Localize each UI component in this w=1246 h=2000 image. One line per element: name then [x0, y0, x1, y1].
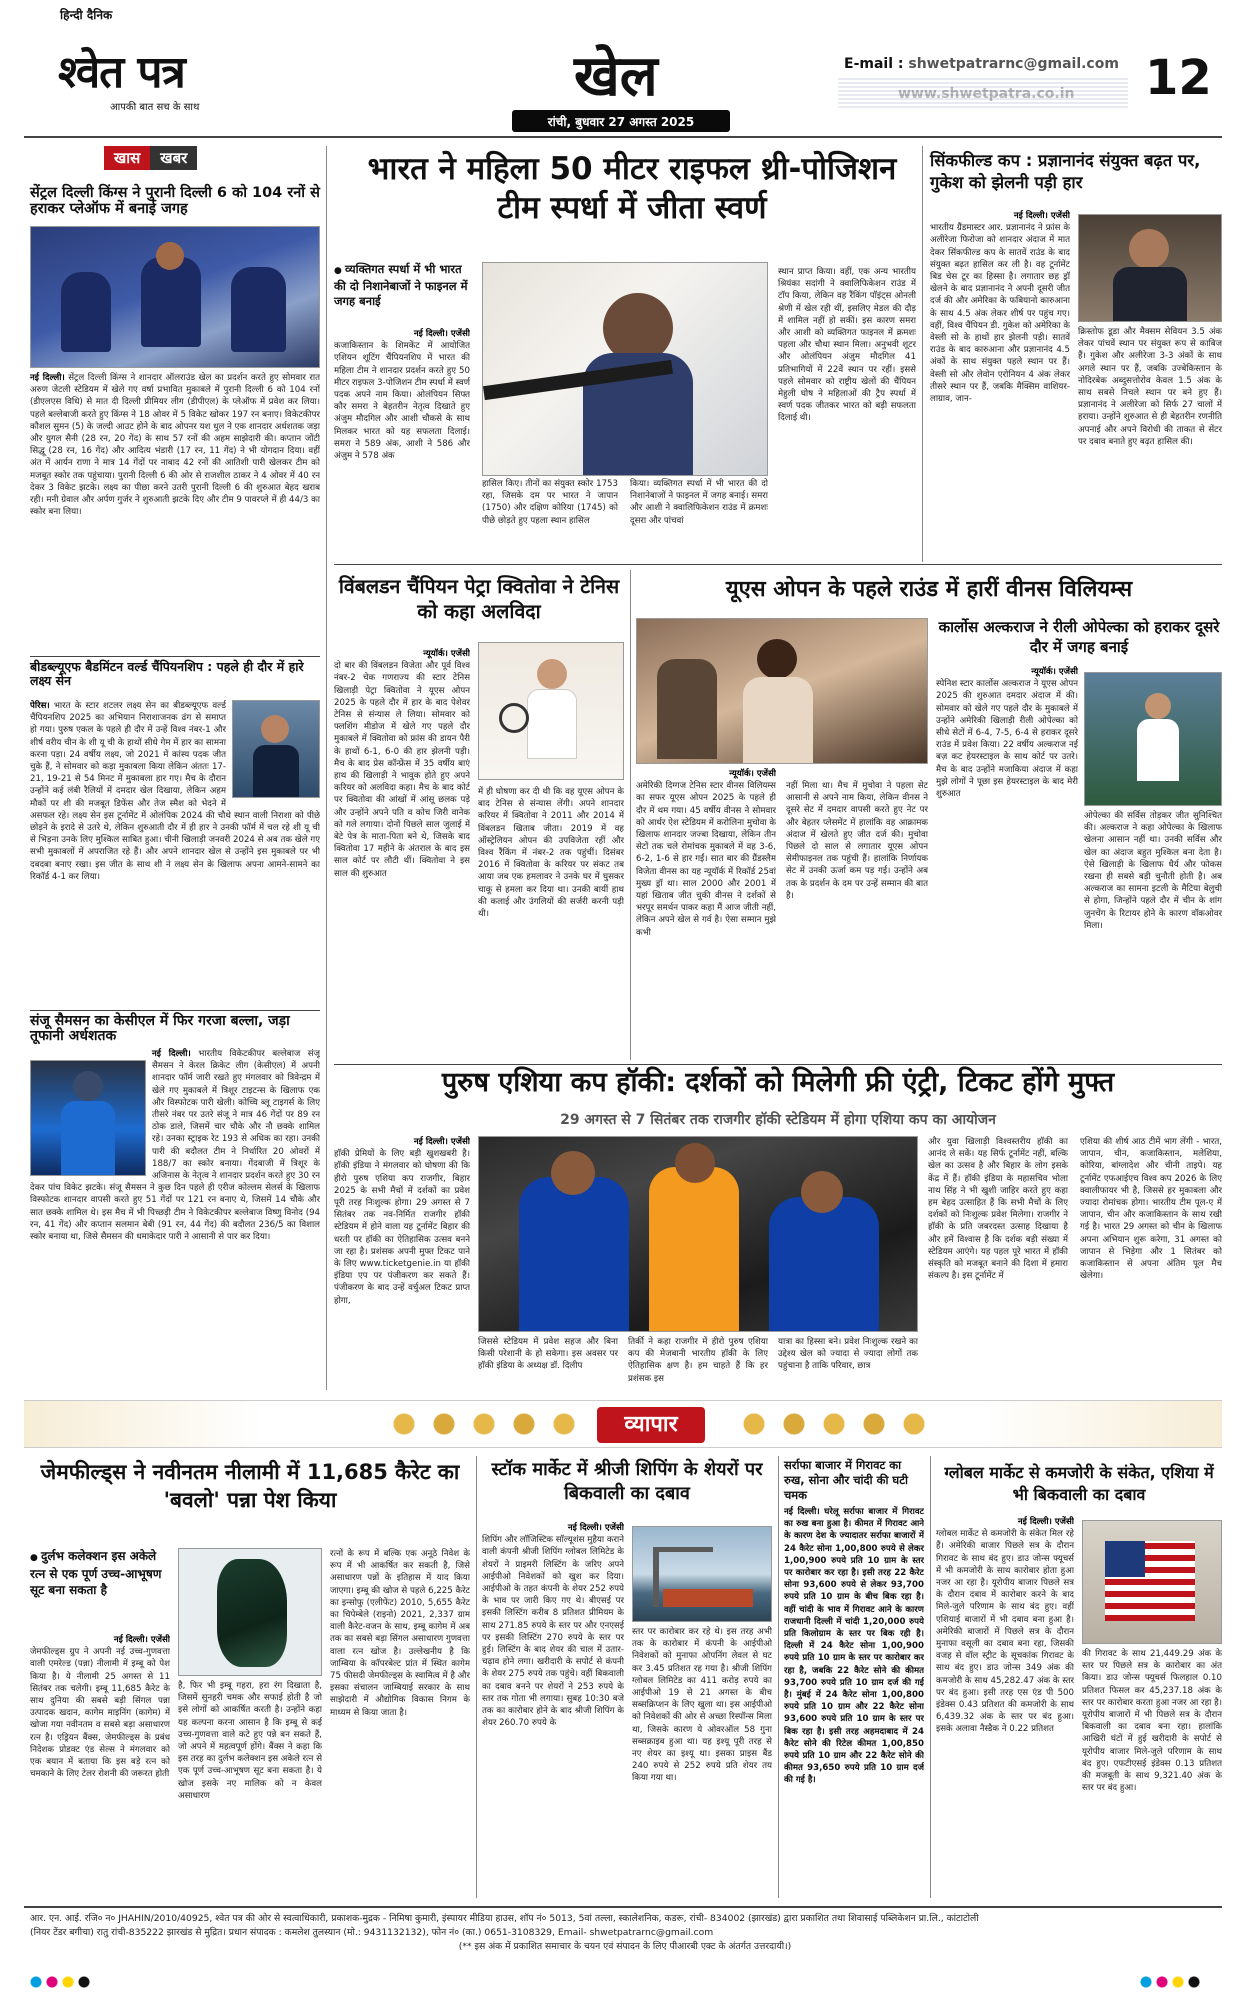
coin-decor-left [384, 1407, 584, 1441]
gold-body [784, 1506, 924, 1898]
hockey-subhead: 29 अगस्त से 7 सितंबर तक राजगीर हॉकी स्टेडियम में होगा एशिया कप का आयोजन [560, 1112, 996, 1128]
gemfields-dateline: नई दिल्ली। एजेंसी [113, 1635, 170, 1645]
hockey-text-6: एशिया की शीर्ष आठ टीमें भाग लेंगी - भारत, जापान, चीन, कजाकिस्तान, मलेशिया, कोरिया, बांग्लादेश और चीनी ताइपे। यह टूर्नामेंट एफआईएच विश्व कप 2026 के लिए क्वालीफायर भी है, जिससे हर मुकाबला और ज्यादा रोमांचक होगा। भारतीय टीम पूल-ए में जापान, चीन और कजाकिस्तान के साथ रखी गई है। भारत 29 अगस्त को चीन के खिलाफ अपना अभियान शुरू करेगा, 31 अगस्त को जापान से भिड़ेगा और 1 सितंबर को कजाकिस्तान से अपना अंतिम पूल मैच खेलेगा। [1080, 1137, 1222, 1282]
gemfields-text-2: है, फिर भी इम्बू गहरा, हरा रंग दिखाता है, जिसमें सुनहरी चमक और सफाई होती है जो इसे लोगों को आकर्षित करती है। उन्होंने कहा यह कल्पना करना आसान है कि इम्बू से कई उच्च-गुणवत्ता वाले कटे हुए पन्ने बन सकते हैं, जो अपने में महत्वपूर्ण होंगे। बैंक्स ने कहा कि इस तरह का दुर्लभ कलेक्शन इस अकेले रत्न से एक पूर्ण उच्च-आभूषण सूट बना सकता है। ये खोज इसके नए मालिक को न केवल असाधारण [178, 1681, 322, 1801]
cricket-team-photo [30, 226, 320, 368]
kvitova-dateline: न्यूयॉर्क। एजेंसी [423, 649, 470, 659]
gold-headline: सर्राफा बाजार में गिरावट का रुख, सोना और चांदी की घटी चमक [784, 1458, 908, 1502]
delhi-kings-dateline: नई दिल्ली। [30, 373, 65, 383]
shreeji-text-1: शिपिंग और लॉजिस्टिक सॉल्यूशंस मुहैया कराने वाली कंपनी श्रीजी शिपिंग ग्लोबल लिमिटेड के शेयरों ने प्राइमरी लिस्टिंग के जरिए अपने आईपीओ निवेशकों को खुश कर दिया। आईपीओ के तहत कंपनी के शेयर 252 रुपये के भाव पर जारी किए गए थे। बीएसई पर इसकी लिस्टिंग करीब 8 प्रतिशत प्रीमियम के साथ 271.85 रुपये के स्तर पर और एनएसई पर इसकी लिस्टिंग 270 रुपये के स्तर पर हुई। लिस्टिंग के बाद शेयर की चाल में उतार-चढ़ाव होने लगा। खरीदारी के सपोर्ट से कंपनी के शेयर 275 रुपये तक पहुंचे। वहीं बिकवाली का दबाव बनने पर शेयरों ने 253 रुपये के स्तर तक गोता भी लगाया। सुबह 10:30 बजे तक का कारोबार होने के बाद श्रीजी शिपिंग के शेयर 260.70 रुपये के [482, 1535, 624, 1729]
rifle-body-3 [630, 478, 768, 558]
global-text-1: ग्लोबल मार्केट से कमजोरी के संकेत मिल रहे हैं। अमेरिकी बाजार पिछले सत्र के दौरान गिरावट के साथ बंद हुए। डाउ जोन्स फ्यूचर्स में भी कमजोरी के साथ कारोबार होता हुआ नजर आ रहा है। यूरोपीय बाजार पिछले सत्र के दौरान दबाव में कारोबार करने के बाद मिले-जुले परिणाम के साथ बंद हुए। वहीं एशियाई बाजारों में भी दबाव बना हुआ है। अमेरिकी बाजारों में पिछले सत्र के दौरान मुनाफा वसूली का दबाव बना रहा, जिसकी वजह से वॉल स्ट्रीट के सूचकांक गिरावट के साथ बंद हुए। डाउ जोन्स 349 अंक की कमजोरी के साथ 45,282.47 अंक के स्तर पर बंद हुआ। इसी तरह एस एंड पी 500 इंडेक्स 0.43 प्रतिशत की कमजोरी के साथ 6,439.32 अंक के स्तर पर बंद हुआ। इसके अलावा नैस्डैक ने 0.22 प्रतिशत [936, 1529, 1074, 1735]
kvitova-text-1: दो बार की विंबलडन विजेता और पूर्व विश्व नंबर-2 चेक गणराज्य की स्टार टेनिस खिलाड़ी पेट्रा क्वितोवा ने यूएस ओपन 2025 के पहले दौर में हार के बाद पेशेवर टेनिस से संन्यास ले लिया। सोमवार को फ्लशिंग मीडोज में खेले गए पहले दौर मुकाबले में क्वितोवा को फ्रांस की डायन पैरी के हाथों 6-1, 6-0 की हार झेलनी पड़ी। मैच के बाद प्रेस कॉन्फ्रेंस में 35 वर्षीय बाएं हाथ की खिलाड़ी ने भावुक होते हुए अपने करियर को अलविदा कहा। मैच के बाद कोर्ट पर क्वितोवा की आंखों में आंसू छलक पड़े और उन्होंने अपने पति व कोच जिरी वानेक को गले लगाया। दोनों पिछले साल जुलाई में बेटे पेत्र के माता-पिता बने थे, जिसके बाद क्वितोवा 17 महीने के अंतराल के बाद इस साल कोर्ट पर लौटी थीं। क्वितोवा ने इस साल की शुरुआत [334, 661, 470, 879]
rifle-headline: भारत ने महिला 50 मीटर राइफल थ्री-पोजिशन टीम स्पर्धा में जीता स्वर्ण [367, 151, 897, 226]
column-divider-biz-2 [778, 1456, 779, 1898]
lakshya-body [30, 700, 320, 1006]
paper-title: श्वेत पत्र [58, 47, 185, 98]
delhi-kings-text: सेंट्रल दिल्ली किंग्स ने शानदार ऑलराउंड खेल का प्रदर्शन करते हुए सोमवार रात अरुण जेटली स्टेडियम में खेले गए वर्षा प्रभावित मुकाबले में पुरानी दिल्ली 6 को 104 रनों (डीएलएस विधि) से मात दी दिल्ली प्रीमियर लीग (डीपीएल) के प्लेऑफ में प्रवेश कर लिया। पहले बल्लेबाजी करते हुए किंग्स ने 18 ओवर में 5 विकेट खोकर 197 रन बनाए। विकेटकीपर कौशल सुमन (5) के जल्दी आउट होने के बाद ओपनर यश धुल ने एक शानदार अर्धशतक जड़ा और युगल सैनी (28 रन, 20 गेंद) के साथ 57 रनों की अहम साझेदारी की। कप्तान जोंटी सिद्धू (28 रन, 16 गेंद) और आदित्य भंडारी (17 रन, 11 गेंद) ने भी योगदान दिया। वहीं अंत में आर्यन राणा ने मात्र 14 गेंदों पर नाबाद 42 रनों की आतिशी पारी खेलकर टीम को मजबूत स्कोर तक पहुंचाया। पुरानी दिल्ली 6 की ओर से राजशील ठाकर ने 4 ओवर में 40 रन देकर 3 विकेट झटके। लक्ष्य का पीछा करने उतरी पुरानी दिल्ली 6 की शुरुआत बेहद खराब रही। मनी ग्रेवाल और अर्पण गुर्जर ने शुरुआती झटके दिए और टीम 9 पावरप्ले में ही 44/3 का स्कोर बना लिया। [30, 373, 320, 518]
chess-headline: सिंकफील्ड कप : प्रज्ञानानंद संयुक्त बढ़त पर, गुकेश को झेलनी पड़ी हार [930, 151, 1201, 193]
gemfields-body-3 [330, 1548, 470, 1898]
hockey-text-2: जिससे स्टेडियम में प्रवेश सहज और बिना किसी परेशानी के हो सकेगा। इस अवसर पर हॉकी इंडिया के अध्यक्ष डॉ. दिलीप [478, 1337, 618, 1372]
global-headline: ग्लोबल मार्केट से कमजोरी के संकेत, एशिया में भी बिकवाली का दबाव [944, 1463, 1214, 1505]
chess-text-2: क्रिस्तोफ डूडा और मैक्सम सेवियन 3.5 अंक लेकर पांचवें स्थान पर संयुक्त रूप से काबिज हैं। गुकेश और अलीरेजा 3-3 अंकों के साथ अगले स्थान पर हैं, जबकि उज्बेकिस्तान के नोदिरबेक अब्दुसत्तोरोव केवल 1.5 अंक के साथ सबसे निचले स्थान पर बने हुए हैं। प्रज्ञानानंद ने अलीरेजा को सिर्फ 27 चालों में हराया। उन्होंने शुरुआत से ही बेहतरीन रणनीति अपनाई और अपने विरोधी की ताकत से सेंटर पर दबाव बनाते हुए बढ़त हासिल की। [1078, 327, 1222, 447]
dateline: रांची, बुधवार 27 अगस्त 2025 [547, 115, 695, 129]
masthead [0, 0, 1246, 136]
shipping-port-photo [632, 1526, 772, 1622]
email-row [844, 56, 1119, 72]
tagline: आपकी बात सच के साथ [110, 102, 200, 113]
shreeji-text-2: स्तर पर कारोबार कर रहे थे। इस तरह अभी तक के कारोबार में कंपनी के आईपीओ निवेशकों को मुनाफा ओपनिंग लेवल से घट कर 3.45 प्रतिशत रह गया है। श्रीजी शिपिंग ग्लोबल लिमिटेड का 411 करोड़ रुपये का आईपीओ 19 से 21 अगस्त के बीच सब्सक्रिप्शन के लिए खुला था। इस आईपीओ को निवेशकों की ओर से अच्छा रिस्पॉन्स मिला था, जिसके कारण ये ओवरऑल 58 गुना सब्सक्राइब हुआ था। यह इश्यू पूरी तरह से नए शेयर का इश्यू था। इसका प्राइस बैंड 240 रुपये से 252 रुपये प्रति शेयर तय किया गया था। [632, 1627, 772, 1784]
column-divider-biz-3 [930, 1456, 931, 1898]
alcaraz-text-1: स्पेनिश स्टार कार्लोस अल्कराज ने यूएस ओपन 2025 की शुरुआत दमदार अंदाज में की। सोमवार को खेले गए पहले दौर के मुकाबले में उन्होंने अमेरिकी खिलाड़ी रीली ओपेल्का को सीधे सेटों में 6-4, 7-5, 6-4 से हराकर दूसरे राउंड में प्रवेश किया। 22 वर्षीय अल्कराज नई बज़ कट हेयरस्टाइल के साथ कोर्ट पर उतरे। मैच के बाद उन्होंने मजाकिया अंदाज में कहा मुझे लोगों ने पूछा इस हेयरस्टाइल के बाद मेरी शुरुआत [936, 679, 1078, 800]
shreeji-body-2 [632, 1626, 772, 1898]
gemfields-body-1 [30, 1634, 170, 1898]
us-flag-building-photo [1082, 1520, 1222, 1644]
rifle-text-3: किया। व्यक्तिगत स्पर्धा में भी भारत की दो निशानेबाजों ने फाइनल में जगह बनाई। समरा और आशी ने क्वालिफिकेशन राउंड में क्रमशः दूसरा और पांचवां [630, 479, 768, 526]
rifle-subhead-text: ● व्यक्तिगत स्पर्धा में भी भारत की दो निशानेबाजों ने फाइनल में जगह बनाई [334, 262, 467, 308]
hockey-body-4 [778, 1336, 918, 1390]
kvitova-text-2: में ही घोषणा कर दी थी कि वह यूएस ओपन के बाद टेनिस से संन्यास लेंगी। अपने शानदार करियर में क्वितोवा ने 2011 और 2014 में विंबलडन खिताब जीता। 2019 में वह ऑस्ट्रेलियन ओपन की उपविजेता रहीं और विश्व रैंकिंग में नंबर-2 तक पहुंचीं। दिसंबर 2016 में क्वितोवा के करियर पर संकट तब आया जब एक हमलावर ने उनके घर में घुसकर चाकू से हमला कर दिया था। उनकी बायीं हाथ की कलाई और उंगलियों की सर्जरी करनी पड़ी थी। [478, 787, 624, 920]
hockey-headline: पुरुष एशिया कप हॉकी: दर्शकों को मिलेगी फ्री एंट्री, टिकट होंगे मुफ्त [441, 1067, 1115, 1098]
kvitova-body-2 [478, 786, 624, 1058]
kvitova-headline: विंबलडन चैंपियन पेट्रा क्वितोवा ने टेनिस को कहा अलविदा [338, 575, 620, 624]
rifle-text-4: स्थान प्राप्त किया। वहीं, एक अन्य भारतीय श्रियंका सदांगी ने क्वालिफिकेशन राउंड में टॉप किया, लेकिन वह रैंकिंग पॉइंट्स ओनली श्रेणी में खेल रही थीं, इसलिए मेडल की दौड़ में शामिल नहीं हो सकीं। इस कारण समरा और आशी को व्यक्तिगत फाइनल में क्रमशः पहला और चौथा स्थान मिला। अनुभवी शूटर और ओलंपियन अंजुम मौदगिल 41 प्रतिभागियों में 22वें स्थान पर रहीं। इससे पहले सोमवार को राष्ट्रीय खेलों की चैंपियन मेहुली घोष ने महिलाओं की ट्रैप स्पर्धा में स्वर्ण पदक जीतकर भारत को बड़ी सफलता दिलाई थी। [778, 267, 916, 424]
hockey-body-1 [334, 1136, 470, 1390]
hockey-body-6 [1080, 1136, 1222, 1390]
gemfields-text-1: जेमफील्ड्स ग्रुप ने अपनी नई उच्च-गुणवत्ता वाली एमरेल्ड (पन्ना) नीलामी में इम्बू को पेश किया है। ये नीलामी 25 अगस्त से 11 सितंबर तक चलेगी। इम्बू 11,685 कैरेट के साथ दुनिया की सबसे बड़ी सिंगल पन्ना उत्पादक खदान, कागेम माइनिंग (कागेम) में खोजा गया नवीनतम व सबसे बड़ा असाधारण रत्न है। एड्रियन बैंक्स, जेमफील्ड्स के प्रबंध निदेशक प्रोडक्ट एंड सेल्स ने मंगलवार को एक बयान में बताया कि इस बड़े रत्न को चमकाने के लिए टेलर रोशनी की जरूरत होती [30, 1647, 170, 1780]
column-divider-chess [922, 146, 923, 562]
footer-line-2: (नियर टेंडर बगीचा) रातु रांची-835222 झारखंड से मुद्रित। प्रधान संपादक : कमलेश तुलस्यान (मो.: 9431132132), फोन नं० (का.) 0651-3108329, Email- shwetpatrarnc@gmail.com [30, 1927, 714, 1938]
chess-body-2 [1078, 326, 1222, 558]
gemfields-body-2 [178, 1680, 322, 1898]
venus-dateline: न्यूयॉर्क। एजेंसी [729, 769, 776, 779]
center-divider-2 [334, 1064, 1222, 1065]
samson-text: भारतीय विकेटकीपर बल्लेबाज संजू सैमसन ने केरल क्रिकेट लीग (केसीएल) में अपनी शानदार फॉर्म जारी रखते हुए मंगलवार को त्रिवेन्द्रम में खेले गए मुकाबले में त्रिशूर टाइटन्स के खिलाफ एक और विस्फोटक पारी खेली। कोच्चि ब्लू टाइगर्स के लिए तीसरे नंबर पर उतरे संजू ने मात्र 46 गेंदों पर 89 रन ठोक डाले, जिसमें चार चौके और नौ छक्के शामिल रहे। उनका स्ट्राइक रेट 193 से अधिक का रहा। उनकी पारी की बदौलत टीम ने निर्धारित 20 ओवरों में 188/7 का स्कोर बनाया। गेंदबाजी में त्रिशूर के अजिनास के नेतृत्व ने शानदार प्रदर्शन करते हुए 30 रन देकर पांच विकेट झटके। संजू सैमसन ने कुछ दिन पहले ही एरीज कोल्लम सेलर्स के खिलाफ विस्फोटक शानदार वापसी करते हुए 51 गेंदों पर 121 रन बनाए थे, जिसमें 14 चौके और सात छक्के शामिल थे। इस मैच में भी पिच्छड़ी टीम ने विकेटकीपर बल्लेबाज विष्णु विनोद (94 रन, 41 गेंद) और कप्तान सलमान बेबी (91 रन, 44 गेंद) की बदौलत 236/5 का विशाल स्कोर बनाया था, जिसे सैमसन की धमाकेदार पारी ने आसानी से पार कर दिया। [30, 1049, 320, 1243]
samson-dateline: नई दिल्ली। [152, 1049, 191, 1059]
masthead-small-label: हिन्दी दैनिक [60, 8, 113, 22]
stripe-decor [838, 78, 1128, 108]
gemfields-headline: जेमफील्ड्स ने नवीनतम नीलामी में 11,685 कैरेट का 'बवलो' पन्ना पेश किया [40, 1460, 460, 1513]
alcaraz-dateline: न्यूयॉर्क। एजेंसी [1031, 667, 1078, 677]
delhi-kings-headline: सेंट्रल दिल्ली किंग्स ने पुरानी दिल्ली 6 को 104 रनों से हराकर प्लेऑफ में बनाई जगह [30, 185, 320, 217]
footer-line-1: आर. एन. आई. रजि० न० JHAHIN/2010/40925, श्वेत पत्र की ओर से स्वत्वाधिकारी, प्रकाशक-मुद्रक - निमिषा कुमारी, इंस्पायर मीडिया हाउस, शॉप नं० 5013, 5वां तल्ला, स्कालेशनिक, कडरू, रांची- 834002 (झारखंड) द्वारा प्रकाशित तथा शिवासाई पब्लिकेशन प्रा.लि., कांटाटोली [30, 1913, 979, 1924]
chess-body-1 [930, 210, 1070, 558]
khas-khabar-tab [104, 146, 197, 170]
footer-line-3: (** इस अंक में प्रकाशित समाचार के चयन एवं संपादन के लिए पीआरबी एक्ट के अंतर्गत उत्तरदायी।) [458, 1941, 792, 1952]
gold-text: घरेलू सर्राफा बाजार में गिरावट का रुख बना हुआ है। कीमत में गिरावट आने के कारण देश के ज्यादातर सर्राफा बाजारों में 24 कैरेट सोना 1,00,800 रुपये से लेकर 1,00,900 रुपये प्रति 10 ग्राम के स्तर पर कारोबार कर रहा है। इसी तरह 22 कैरेट सोना 93,600 रुपये से लेकर 93,700 रुपये प्रति 10 ग्राम के बीच बिक रहा है। वहीं चांदी के भाव में गिरावट आने के कारण राजधानी दिल्ली में चांदी 1,20,000 रुपये प्रति किलोग्राम के स्तर पर बिक रही है। दिल्ली में 24 कैरेट सोना 1,00,900 रुपये प्रति 10 ग्राम के स्तर पर कारोबार कर रहा है, जबकि 22 कैरेट सोने की कीमत 93,700 रुपये प्रति 10 ग्राम दर्ज की गई है। मुंबई में 24 कैरेट सोना 1,00,800 रुपये प्रति 10 ग्राम और 22 कैरेट सोना 93,600 रुपये प्रति 10 ग्राम के स्तर पर बिक रहा है। इसी तरह अहमदाबाद में 24 कैरेट सोने की रिटेल कीमत 1,00,850 रुपये प्रति 10 ग्राम और 22 कैरेट सोने की कीमत 93,650 रुपये प्रति 10 ग्राम दर्ज की गई है। [784, 1507, 924, 1786]
gemfields-subhead [30, 1548, 170, 1598]
alcaraz-headline: कार्लोस अल्कराज ने रीली ओपेल्का को हराकर दूसरे दौर में जगह बनाई [938, 618, 1220, 656]
hockey-dateline: नई दिल्ली। एजेंसी [413, 1137, 470, 1147]
registration-marks-left [30, 1976, 130, 1988]
section-title: खेल [574, 44, 658, 109]
footer-imprint [30, 1912, 1220, 1954]
chess-dateline: नई दिल्ली। एजेंसी [1013, 211, 1070, 221]
rifle-text-1: कजाकिस्तान के शिमकेंट में आयोजित एशियन शूटिंग चैंपियनशिप में भारत की महिला टीम ने शानदार प्रदर्शन करते हुए 50 मीटर राइफल 3-पोजिशन टीम स्पर्धा में स्वर्ण पदक अपने नाम किया। ओलंपियन सिफ्त कौर समरा ने बेहतरीन नेतृत्व दिखाते हुए अंजुम मौदगिल और आशी चौकसे के साथ मिलकर भारत को यह सफलता दिलाई। समरा ने 589 अंक, आशी ने 586 और अंजुम ने 578 अंक [334, 341, 470, 462]
lakshya-text: भारत के स्टार शटलर लक्ष्य सेन का बीडब्ल्यूएफ वर्ल्ड चैंपियनशिप 2025 का अभियान निराशाजनक ढंग से समाप्त हो गया। पुरुष एकल के पहले ही दौर में उन्हें विश्व नंबर-1 और शीर्ष वरीय चीन के शी यू ची के हाथों सीधे गेम में हार का सामना करना पड़ा। 24 वर्षीय लक्ष्य, जो 2021 में कांस्य पदक जीत चुके हैं, ने सोमवार को कड़ा मुकाबला किया लेकिन अंततः 17-21, 19-21 से 54 मिनट में मुकाबला हार गए। मैच के दौरान उन्होंने कई लंबी रैलियों में दमदार खेल दिखाया, लेकिन अहम मौकों पर शी की मजबूत डिफेंस और तेज स्मैश को भेदने में असफल रहे। लक्ष्य सेन इस टूर्नामेंट में ओलंपिक 2024 की चौथे स्थान वाली निराशा को पीछे छोड़ने के इरादे से उतरे थे, लेकिन शुरुआती दौर में ही हार ने उनकी फॉर्म में चल रहे शी यू ची से भिड़ना उनके लिए मुश्किल साबित हुआ। चीनी खिलाड़ी जनवरी 2024 से अब तक खेले गए सभी मुकाबलों में अपराजित रहे हैं। और अपने शानदार खेल से उन्होंने इस मुकाबले पर भी दबदबा बनाए रखा। इस जीत के साथ शी ने लक्ष्य सेन के खिलाफ अपना आमने-सामने का रिकॉर्ड 4-1 कर लिया। [30, 701, 320, 882]
rifle-body-4 [778, 266, 916, 558]
hockey-text-4: यात्रा का हिस्सा बने। प्रवेश निःशुल्क रखने का उद्देश्य खेल को ज्यादा से ज्यादा लोगों तक पहुंचाना है ताकि परिवार, छात्र [778, 1337, 918, 1372]
shreeji-headline: स्टॉक मार्केट में श्रीजी शिपिंग के शेयरों पर बिकवाली का दबाव [491, 1459, 763, 1505]
alcaraz-body-1 [936, 666, 1078, 1058]
gemfields-subhead-text: ● दुर्लभ कलेक्शन इस अकेले रत्न से एक पूर्ण उच्च-आभूषण सूट बना सकता है [30, 1549, 161, 1597]
shooter-photo [482, 262, 768, 476]
rifle-body-1 [334, 328, 470, 558]
kvitova-photo [478, 642, 624, 780]
page-number: 12 [1145, 50, 1212, 106]
chess-text-1: भारतीय ग्रैंडमास्टर आर. प्रज्ञानानंद ने फ्रांस के अलीरेजा फिरोजा को शानदार अंदाज में मात देकर सिंकफील्ड कप के सातवें राउंड के बाद संयुक्त बढ़त हासिल कर ली है। वह टूर्नामेंट बिड चेस टूर का हिस्सा है। लगातार छह ड्रॉ खेलने के बाद प्रज्ञानानंद ने अपनी दूसरी जीत दर्ज की और अमेरिका के फबियानो कारुआना के साथ 4.5 अंक लेकर शीर्ष पर पहुंच गए। वहीं, विश्व चैंपियन डी. गुकेश को अमेरिका के वेस्ली सो के हाथों हार झेलनी पड़ी। सातवें राउंड के बाद कारुआना और प्रज्ञानानंद 4.5 अंकों के साथ संयुक्त पहले स्थान पर हैं। वेस्ली सो और लेवोन एरोनियन 4 अंक लेकर तीसरे स्थान पर हैं, जबकि मैक्सिम वाशियर-लाग्राव, जान- [930, 223, 1070, 405]
lakshya-headline: बीडब्ल्यूएफ बैडमिंटन वर्ल्ड चैंपियनशिप : पहले ही दौर में हारे लक्ष्य सेन [30, 659, 304, 688]
khabar-label: खबर [150, 146, 197, 170]
rifle-text-2: हासिल किए। तीनों का संयुक्त स्कोर 1753 रहा, जिसके दम पर भारत ने जापान (1750) और दक्षिण कोरिया (1745) को पीछे छोड़ते हुए पहला स्थान हासिल [482, 479, 618, 526]
email-label: E-mail : [844, 56, 904, 72]
left-divider-1 [30, 656, 320, 657]
emerald-photo [178, 1548, 322, 1676]
global-body-2 [1082, 1648, 1222, 1898]
hockey-text-1: हॉकी प्रेमियों के लिए बड़ी खुशखबरी है। हॉकी इंडिया ने मंगलवार को घोषणा की कि हीरो पुरुष एशिया कप राजगीर, बिहार 2025 के सभी मैचों में दर्शकों का प्रवेश पूरी तरह निःशुल्क होगा। 29 अगस्त से 7 सितंबर तक नव-निर्मित राजगीर हॉकी स्टेडियम में होने वाला यह टूर्नामेंट बिहार की धरती पर हॉकी का ऐतिहासिक उत्सव बनने जा रहा है। प्रशंसक अपनी मुफ्त टिकट पाने के लिए www.ticketgenie.in या हॉकी इंडिया एप पर पंजीकरण कर सकते हैं। पंजीकरण के बाद उन्हें वर्चुअल टिकट प्राप्त होगा, [334, 1149, 470, 1306]
hockey-body-3 [628, 1336, 768, 1390]
left-divider-2 [30, 1010, 320, 1011]
samson-headline: संजू सैमसन का केसीएल में फिर गरजा बल्ला, जड़ा तूफानी अर्धशतक [30, 1013, 290, 1045]
vyapar-banner [24, 1400, 1222, 1448]
venus-body-2 [786, 780, 928, 1058]
registration-marks-right [1140, 1976, 1220, 1988]
samson-body [30, 1048, 320, 1390]
venus-headline: यूएस ओपन के पहले राउंड में हारीं वीनस विलियम्स [725, 577, 1133, 602]
alcaraz-photo [1084, 672, 1222, 806]
center-divider-1 [334, 564, 1222, 565]
kvitova-body-1 [334, 648, 470, 1058]
column-divider-kvitova [630, 570, 631, 1060]
vyapar-label: व्यापार [597, 1407, 705, 1443]
column-divider-left [326, 146, 327, 1390]
gemfields-text-3: रत्नों के रूप में बल्कि एक अनूठे निवेश के रूप में भी आकर्षित कर सकती है, जिसे असाधारण पन्नों के इतिहास में याद किया जाएगा। इम्बू की खोज से पहले 6,225 कैरेट का इन्सोफु (एलीफेंट) 2010, 5,655 कैरेट का चिपेम्बेले (राइनो) 2021, 2,337 ग्राम वाली कैरेट-वजन के साथ, इम्बू कागेम में अब तक का सबसे बड़ा सिंगल असाधारण गुणवत्ता वाला रत्न खोज है। उल्लेखनीय है कि जाम्बिया के कॉपरबेल्ट प्रांत में स्थित कागेम 75 फीसदी जेमफील्ड्स के स्वामित्व में है और इसका संचालन जाम्बियाई सरकार के साथ साझेदारी में औद्योगिक विकास निगम के माध्यम से किया जाता है। [330, 1549, 470, 1718]
shreeji-dateline: नई दिल्ली। एजेंसी [567, 1523, 624, 1533]
footer-rule [24, 1906, 1222, 1908]
praggnanandhaa-photo [1078, 214, 1222, 322]
hockey-text-3: तिर्की ने कहा राजगीर में हीरो पुरुष एशिया कप की मेजबानी भारतीय हॉकी के लिए ऐतिहासिक क्षण है। हम चाहते हैं कि हर प्रशंसक इस [628, 1337, 768, 1384]
shreeji-body-1 [482, 1522, 624, 1898]
venus-body-1 [636, 768, 776, 1058]
rifle-dateline: नई दिल्ली। एजेंसी [413, 329, 470, 339]
alcaraz-text-2: ओपेल्का की सर्विस तोड़कर जीत सुनिश्चित की। अल्कराज ने कहा ओपेल्का के खिलाफ खेलना आसान नहीं था। उनकी सर्विस और खेल का अंदाज बहुत मुश्किल बना देता है। ऐसे खिलाड़ी के खिलाफ धैर्य और फोकस रखना ही सबसे बड़ी चुनौती होती है। अब अल्कराज का सामना इटली के मैटिया बेलुची से होगा, जिन्होंने पहले दौर में चीन के शांग जुनचेंग के रिटायर होने के कारण वॉकओवर मिला। [1084, 811, 1222, 931]
rifle-subhead [334, 262, 470, 309]
hockey-body-5 [928, 1136, 1068, 1390]
column-divider-biz-1 [476, 1456, 477, 1898]
email-address[interactable]: shwetpatrarnc@gmail.com [908, 56, 1119, 72]
masthead-rule [24, 136, 1222, 138]
global-body-1 [936, 1516, 1074, 1898]
hockey-body-2 [478, 1336, 618, 1390]
khas-label: खास [104, 146, 150, 170]
global-dateline: नई दिल्ली। एजेंसी [1017, 1517, 1074, 1527]
hockey-team-photo [478, 1136, 918, 1332]
global-text-2: की गिरावट के साथ 21,449.29 अंक के स्तर पर पिछले सत्र के कारोबार का अंत किया। डाउ जोन्स फ्यूचर्स फिलहाल 0.10 प्रतिशत फिसल कर 45,237.18 अंक के स्तर पर कारोबार करता हुआ नजर आ रहा है। यूरोपीय बाजारों में भी पिछले सत्र के दौरान बिकवाली का दबाव बना रहा। हालांकि आखिरी घंटों में हुई खरीदारी के सपोर्ट से यूरोपीय बाजार मिले-जुले परिणाम के साथ बंद हुए। एफटीएसई इंडेक्स 0.13 प्रतिशत की मजबूती के साथ 9,321.40 अंक के स्तर पर बंद हुआ। [1082, 1649, 1222, 1794]
hockey-text-5: और युवा खिलाड़ी विश्वस्तरीय हॉकी का आनंद ले सकें। यह सिर्फ टूर्नामेंट नहीं, बल्कि खेल का उत्सव है और बिहार के लोग इसके केंद्र में हैं। हॉकी इंडिया के महासचिव भोला नाथ सिंह ने भी खुशी जाहिर करते हुए कहा हम बेहद उत्साहित हैं कि सभी मैचों के लिए दर्शकों को निःशुल्क प्रवेश मिलेगा। राजगीर ने हॉकी के प्रति जबरदस्त उत्साह दिखाया है और हमें विश्वास है कि दर्शक बड़ी संख्या में स्टेडियम आएंगे। यह पहल पूरे भारत में हॉकी संस्कृति को मजबूत बनाने की दिशा में हमारा संकल्प है। इस टूर्नामेंट में [928, 1137, 1068, 1282]
coin-decor-right [734, 1407, 934, 1441]
alcaraz-body-2 [1084, 810, 1222, 1058]
venus-text-2: नहीं मिला था। मैच में मुचोवा ने पहला सेट आसानी से अपने नाम किया, लेकिन वीनस ने दूसरे सेट में दमदार वापसी करते हुए नेट पर और बेहतर प्लेसमेंट में हालांकि वह आक्रामक अंदाज में खेलते हुए जीत दर्ज की। मुचोवा पिछले दो साल से लगातार यूएस ओपन सेमीफाइनल तक पहुंची हैं। हालांकि निर्णायक सेट में उनकी ऊर्जा कम पड़ गई। उन्होंने अब तक के प्रदर्शन के दम पर उन्हें सम्मान की बात है। [786, 781, 928, 901]
venus-photo [636, 618, 928, 764]
rifle-body-2 [482, 478, 618, 558]
lakshya-dateline: पेरिस। [30, 701, 50, 711]
delhi-kings-body [30, 372, 320, 650]
venus-text-1: अमेरिकी दिग्गज टेनिस स्टार वीनस विलियम्स का सफर यूएस ओपन 2025 के पहले ही दौर में थम गया। 45 वर्षीय वीनस ने सोमवार को आर्थर ऐश स्टेडियम में करोलिना मुचोवा के खिलाफ शानदार जज्बा दिखाया, लेकिन तीन सेटों तक चले रोमांचक मुकाबले में वह 3-6, 6-2, 1-6 से हार गईं। सात बार की ग्रैंडस्लैम विजेता वीनस का यह न्यूयॉर्क में रिकॉर्ड 25वां मुख्य ड्रॉ था। साल 2000 और 2001 में यहां खिताब जीत चुकी वीनस ने दर्शकों से भरपूर समर्थन पाकर कहा मैं आज जीती नहीं, लेकिन अपने खेल से गर्व है। ऐसा सम्मान मुझे कभी [636, 781, 776, 938]
gold-dateline: नई दिल्ली। [784, 1507, 820, 1517]
